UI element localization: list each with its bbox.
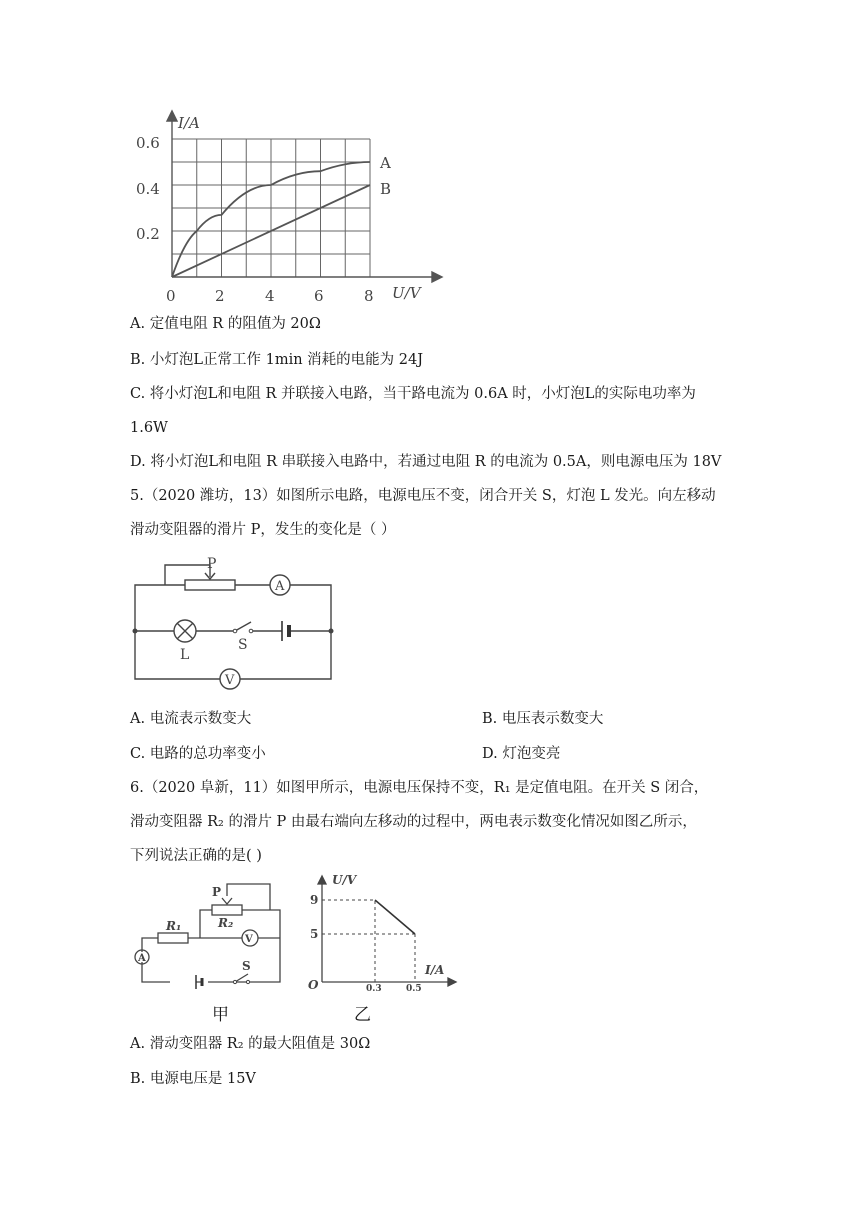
y-tick-0-4: 0.4 (136, 180, 160, 198)
q5-label-s: S (238, 637, 248, 653)
iu-graph (120, 105, 450, 305)
q5-label-l: L (180, 647, 190, 663)
q4-option-a: A. 定值电阻 R 的阻值为 20Ω (130, 316, 321, 332)
q6-option-b: B. 电源电压是 15V (130, 1071, 256, 1087)
q6-graph-x05: 0.5 (406, 984, 422, 992)
x-axis-arrow (432, 272, 442, 282)
q6-label-a: A (138, 953, 146, 964)
q6-stem-line2: 滑动变阻器 R₂ 的滑片 P 由最右端向左移动的过程中，两电表示数变化情况如图乙所示， (130, 814, 697, 830)
q5-circuit (125, 555, 340, 695)
q5-stem-line1: 5.（2020 潍坊，13）如图所示电路，电源电压不变，闭合开关 S，灯泡 L 发光。向左移动 (130, 488, 716, 504)
q6-circuit (130, 880, 290, 990)
x-tick-0: 0 (166, 287, 176, 305)
x-tick-2: 2 (215, 287, 225, 305)
q6-label-r1: R₁ (166, 919, 182, 933)
y-axis-label: I/A (178, 114, 200, 132)
q6-label-v: V (245, 934, 253, 945)
q4-option-c-line1: C. 将小灯泡L和电阻 R 并联接入电路，当干路电流为 0.6A 时，小灯泡L的实际电功率为 (130, 386, 696, 402)
q4-option-d: D. 将小灯泡L和电阻 R 串联接入电路中，若通过电阻 R 的电流为 0.5A，则电源电压为 18V (130, 454, 722, 470)
q6-graph-x03: 0.3 (366, 984, 382, 992)
caption-jia: 甲 (212, 1005, 229, 1025)
q6-graph-segment (375, 900, 415, 934)
q6-graph-y9: 9 (310, 893, 319, 907)
q5-label-a: A (275, 579, 285, 594)
y-tick-0-2: 0.2 (136, 225, 160, 243)
iu-graph-grid (172, 139, 370, 277)
q5-option-a: A. 电流表示数变大 (130, 711, 252, 727)
x-tick-6: 6 (314, 287, 324, 305)
q4-option-b: B. 小灯泡L正常工作 1min 消耗的电能为 24J (130, 352, 424, 368)
q5-label-p: P (207, 556, 217, 572)
q6-stem-line3: 下列说法正确的是( ) (130, 848, 262, 864)
q6-stem-line1: 6.（2020 阜新，11）如图甲所示，电源电压保持不变，R₁ 是定值电阻。在开关 S 闭合， (130, 780, 709, 796)
iu-graph-axes (167, 111, 442, 282)
q5-option-b: B. 电压表示数变大 (482, 711, 604, 727)
q5-stem-line2: 滑动变阻器的滑片 P，发生的变化是（ ） (130, 522, 396, 538)
q4-option-c-line2: 1.6W (130, 420, 168, 436)
x-tick-4: 4 (265, 287, 275, 305)
curve-label-a: A (380, 154, 391, 172)
q5-label-v: V (225, 673, 235, 688)
y-tick-0-6: 0.6 (136, 134, 160, 152)
q6-label-s: S (242, 959, 251, 973)
q6-graph-y5: 5 (310, 927, 319, 941)
q6-ui-graph (300, 870, 460, 992)
y-axis-arrow (167, 111, 177, 121)
q6-graph-origin: O (308, 978, 319, 992)
curve-label-b: B (380, 180, 392, 198)
x-axis-label: U/V (392, 284, 421, 302)
q6-option-a: A. 滑动变阻器 R₂ 的最大阻值是 30Ω (130, 1036, 371, 1052)
q6-graph-y-label: U/V (332, 873, 357, 887)
q6-label-r2: R₂ (218, 916, 234, 930)
q6-graph-x-label: I/A (425, 963, 445, 977)
q5-option-c: C. 电路的总功率变小 (130, 746, 266, 762)
q6-label-p: P (212, 885, 222, 899)
x-tick-8: 8 (364, 287, 374, 305)
caption-yi: 乙 (354, 1005, 371, 1025)
q5-option-d: D. 灯泡变亮 (482, 746, 561, 762)
